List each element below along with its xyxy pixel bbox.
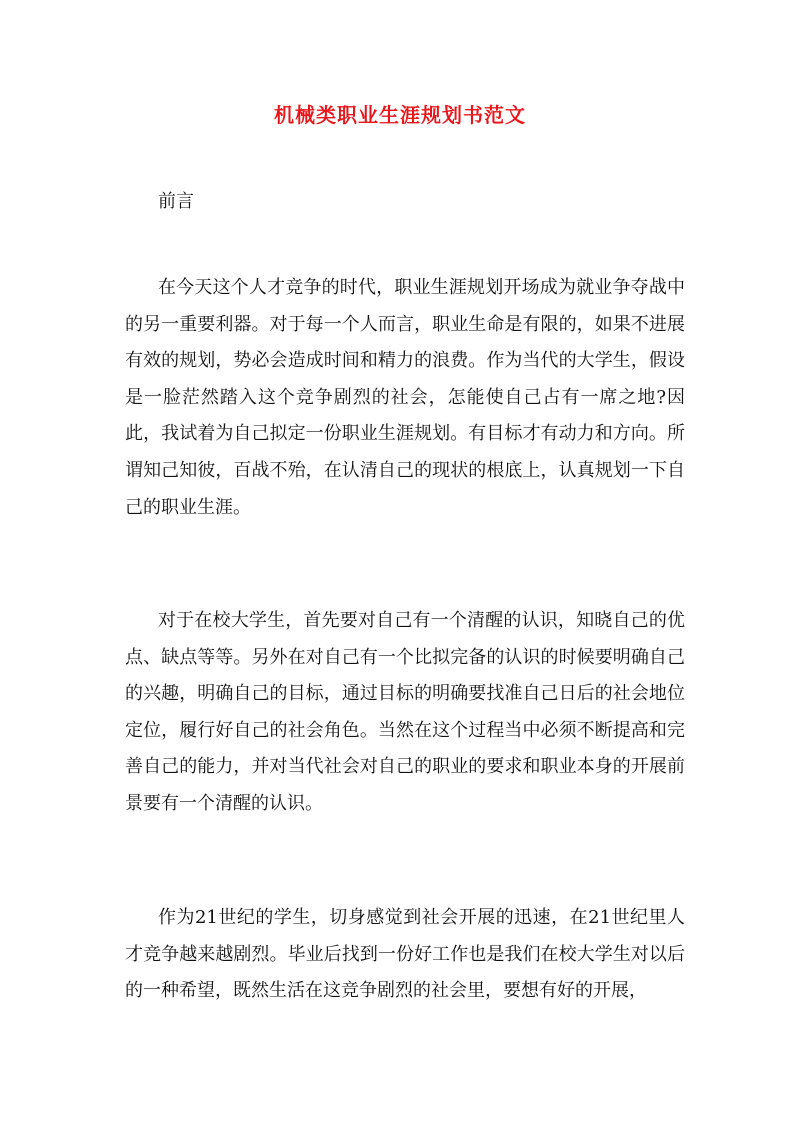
body-paragraph: 对于在校大学生，首先要对自己有一个清醒的认识，知晓自己的优点、缺点等等。另外在对自己有一个比拟完备的认识的时候要明确自己的兴趣，明确自己的目标，通过目标的明确要找准自己日后的社会地位定位，履行好自己的社会角色。当然在这个过程当中必须不断提高和完善自己的能力，并对当代社会对自己的职业的要求和职业本身的开展前景要有一个清醒的认识。: [125, 610, 685, 814]
body-paragraph: 作为21世纪的学生，切身感觉到社会开展的迅速，在21世纪里人才竞争越来越剧烈。毕业后找到一份好工作也是我们在校大学生对以后的一种希望，既然生活在这竞争剧烈的社会里，要想有好的开展，: [125, 907, 685, 1002]
document-title: 机械类职业生涯规划书范文: [274, 103, 526, 127]
section-heading: 前言: [158, 191, 194, 212]
body-paragraph: 在今天这个人才竞争的时代，职业生涯规划开场成为就业争夺战中的另一重要利器。对于每一个人而言，职业生命是有限的，如果不进展有效的规划，势必会造成时间和精力的浪费。作为当代的大学生，假设是一脸茫然踏入这个竞争剧烈的社会，怎能使自己占有一席之地?因此，我试着为自己拟定一份职业生涯规划。有目标才有动力和方向。所谓知己知彼，百战不殆，在认清自己的现状的根底上，认真规划一下自己的职业生涯。: [125, 277, 685, 518]
